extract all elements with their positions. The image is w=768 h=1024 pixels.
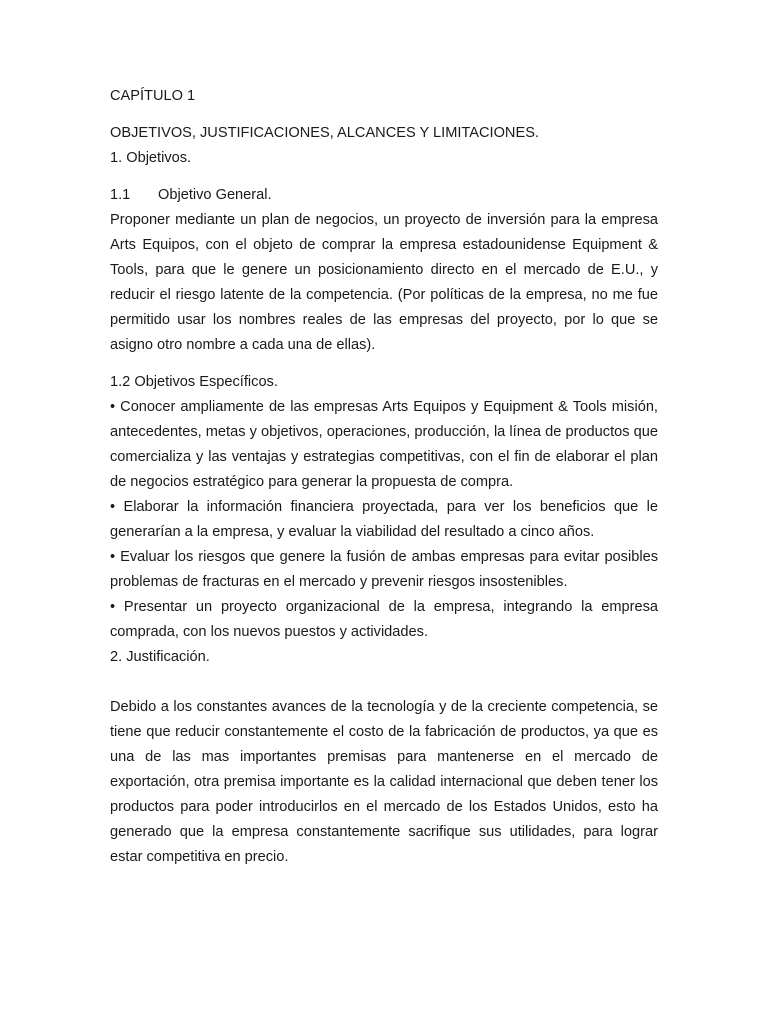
section-number: 1.1	[110, 187, 131, 203]
general-objective-heading	[110, 183, 658, 208]
specific-objectives-heading: 1.2 Objetivos Específicos.	[110, 374, 278, 390]
document-body	[110, 84, 658, 870]
justification-paragraph: Debido a los constantes avances de la tecnología y de la creciente competencia, se tiene que reducir constantemente el costo de la fabricación de productos, ya que es una de las mas importantes premisas para mantenerse en el mercado de exportación, otra premisa importante es la calidad internacional que deben tener los productos para poder introducirlos en el mercado de los Estados Unidos, esto ha generado que la empresa constantemente sacrifique sus utilidades, para lograr estar competitiva en precio.	[110, 699, 658, 865]
specific-objective-item: • Evaluar los riesgos que genere la fusión de ambas empresas para evitar posibles problemas de fracturas en el mercado y prevenir riesgos insostenibles.	[110, 549, 658, 590]
specific-objective-item: • Presentar un proyecto organizacional de la empresa, integrando la empresa comprada, con los nuevos puestos y actividades.	[110, 599, 658, 640]
justification-heading: 2. Justificación.	[110, 649, 210, 665]
main-heading: OBJETIVOS, JUSTIFICACIONES, ALCANCES Y LIMITACIONES.	[110, 125, 539, 141]
section-title: Objetivo General.	[158, 187, 272, 203]
section-objectives-heading: 1. Objetivos.	[110, 150, 192, 166]
general-objective-paragraph: Proponer mediante un plan de negocios, un proyecto de inversión para la empresa Arts Equipos, con el objeto de comprar la empresa estadounidense Equipment & Tools, para que le genere un posicionamiento directo en el mercado de E.U., y reducir el riesgo latente de la competencia. (Por políticas de la empresa, no me fue permitido usar los nombres reales de las empresas del proyecto, por lo que se asigno otro nombre a cada una de ellas).	[110, 212, 658, 353]
chapter-title: CAPÍTULO 1	[110, 88, 196, 104]
specific-objective-item: • Conocer ampliamente de las empresas Arts Equipos y Equipment & Tools misión, antecedentes, metas y objetivos, operaciones, producción, la línea de productos que comercializa y las ventajas y estrategias competitivas, con el fin de elaborar el plan de negocios estratégico para generar la propuesta de compra.	[110, 399, 658, 490]
specific-objective-item: • Elaborar la información financiera proyectada, para ver los beneficios que le generarían a la empresa, y evaluar la viabilidad del resultado a cinco años.	[110, 499, 658, 540]
